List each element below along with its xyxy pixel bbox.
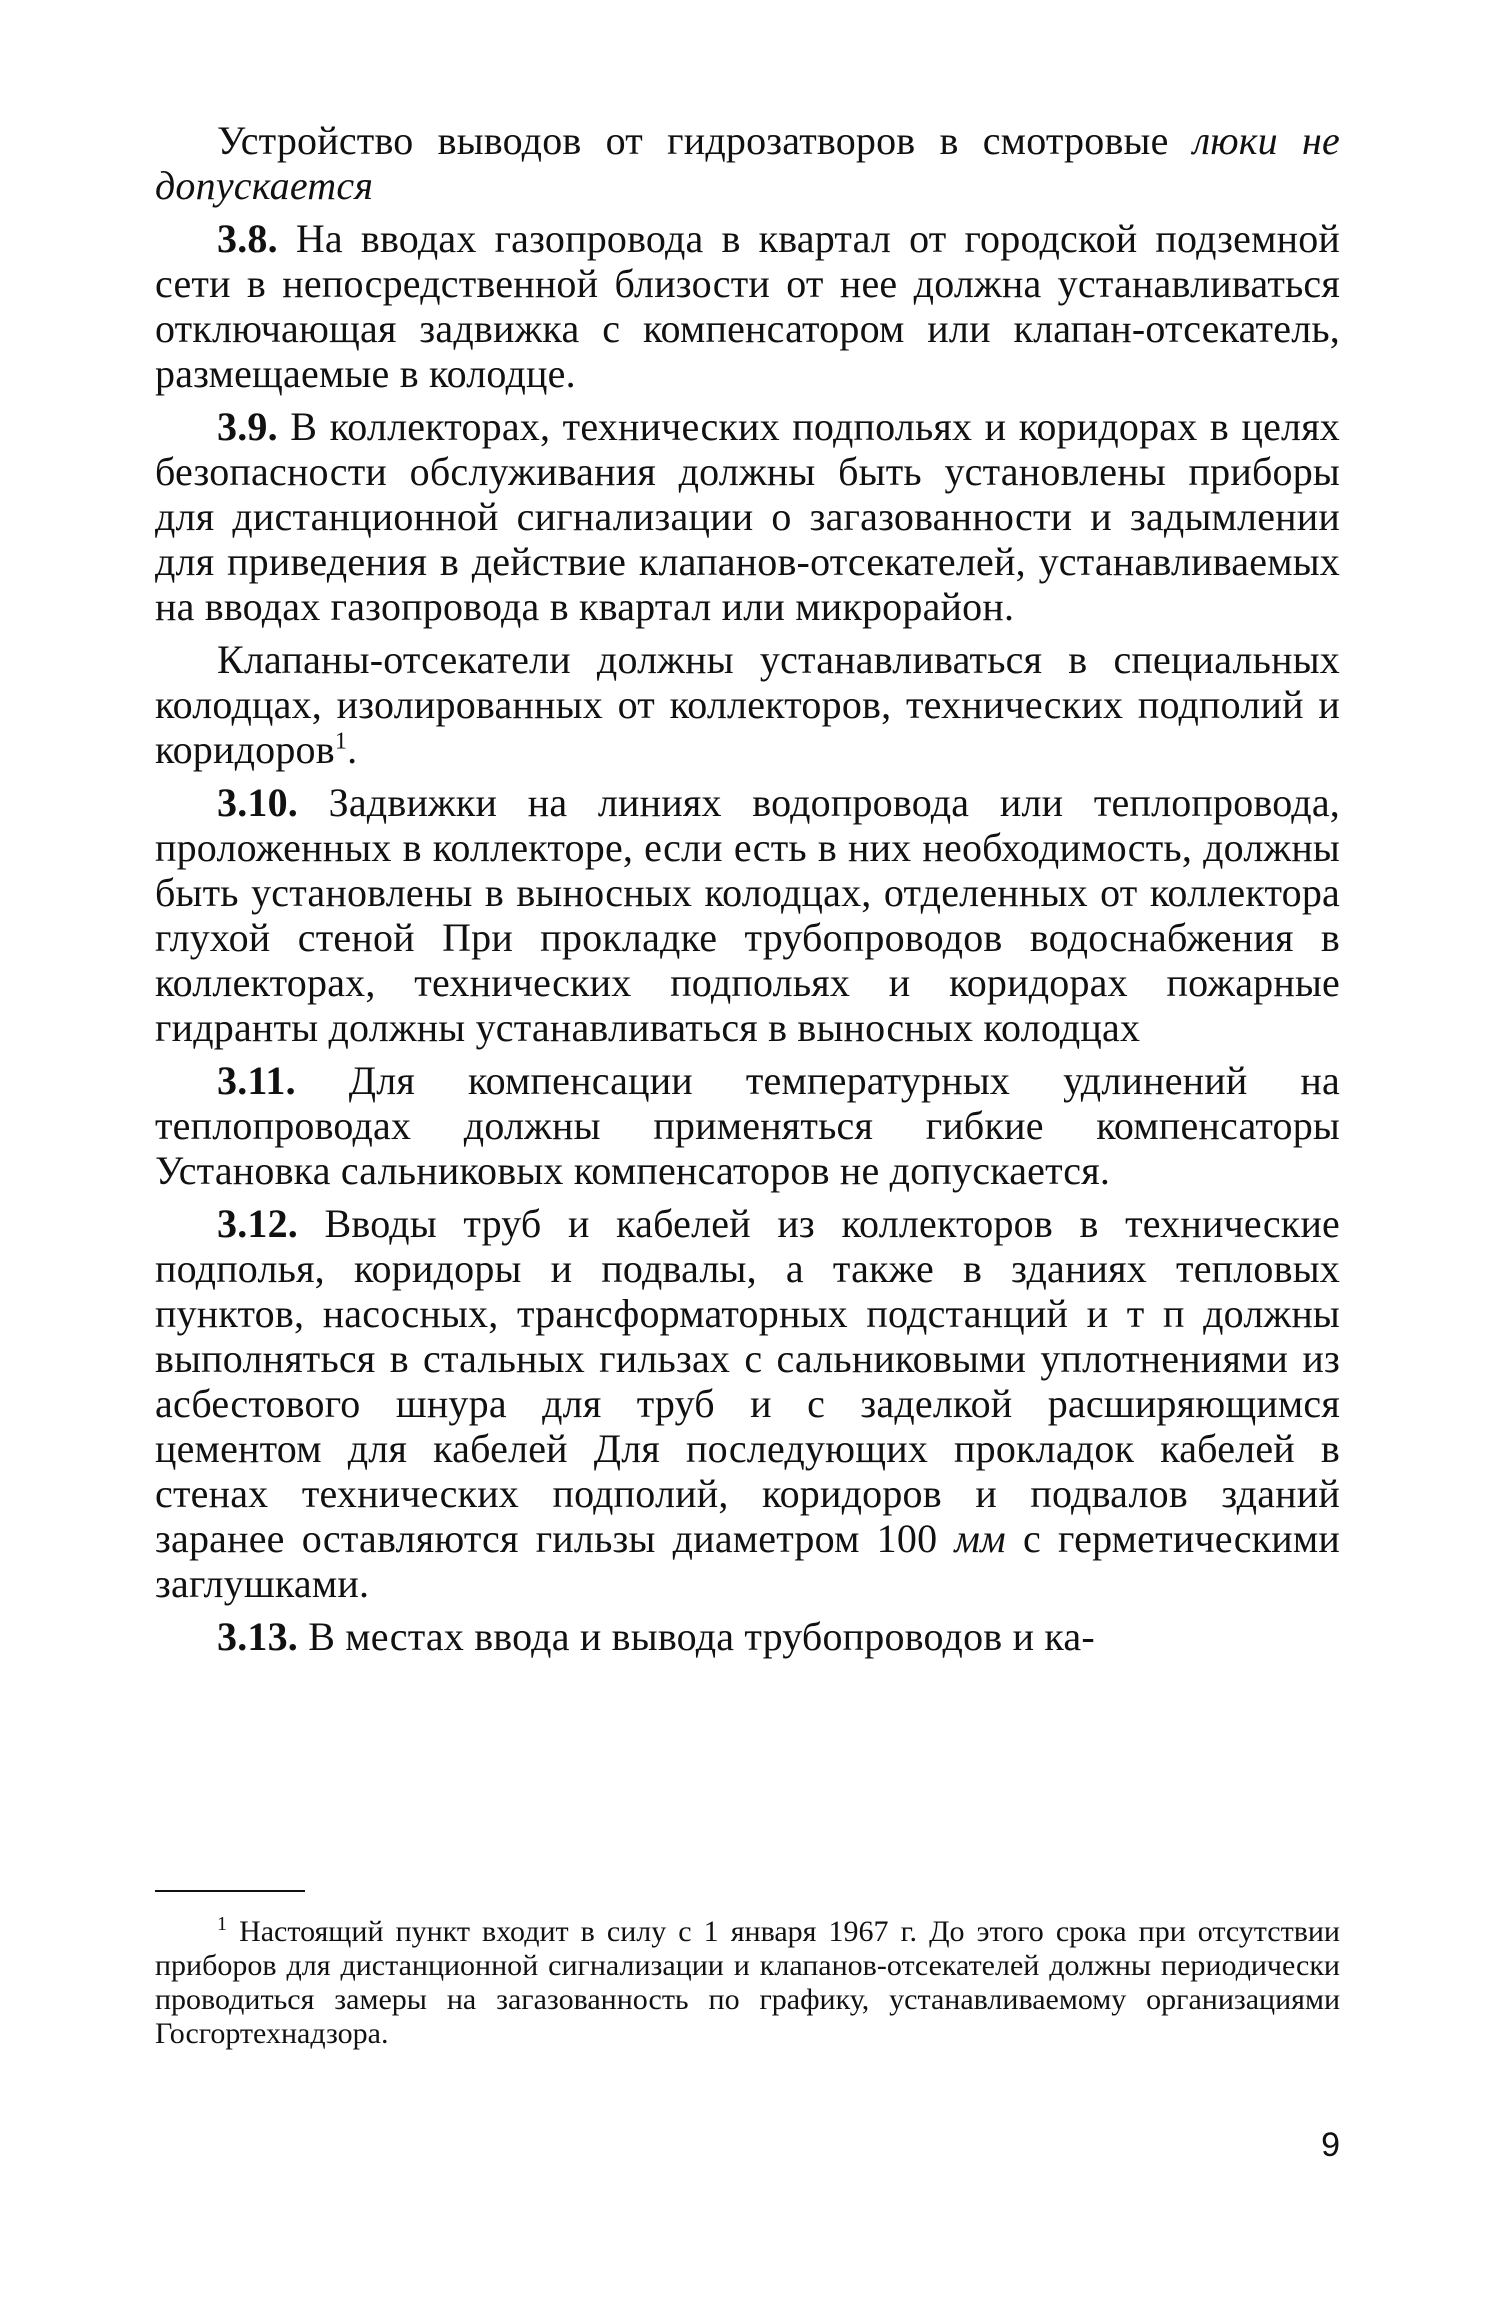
section-number: 3.11. xyxy=(217,1058,296,1103)
section-3-13 xyxy=(155,1614,1340,1659)
section-text: В коллекторах, технических подпольях и коридорах в целях безопасности обслуживания должны быть установлены приборы для дистанционной сигнализации о загазованности и задымлении для приведения в действие клапанов-отсекателей, устанавливаемых на вводах газопровода в квартал или микрорайон. xyxy=(155,404,1340,629)
section-tail: . xyxy=(347,727,358,772)
section-tail: с герметическими заглушками. xyxy=(155,1516,1341,1606)
page-number: 9 xyxy=(1321,2126,1340,2164)
intro-text: Устройство выводов от гидрозатворов в смотровые xyxy=(217,118,1169,163)
section-number: 3.9. xyxy=(217,404,278,449)
unit-label: мм xyxy=(954,1516,1006,1561)
section-text: Клапаны-отсекатели должны устанавливаться в специальных колодцах, изолированных от коллекторов, технических подполий и коридоров xyxy=(155,637,1340,772)
section-3-10 xyxy=(155,780,1340,1050)
footnote-reference: 1 xyxy=(334,728,348,755)
section-text: Задвижки на линиях водопровода или теплопровода, проложенных в коллекторе, если есть в них необходимость, должны быть установлены в выносных колодцах, отделенных от коллектора глухой стеной При прокладке трубопроводов водоснабжения в коллекторах, технических подпольях и коридорах пожарные гидранты должны устанавливаться в выносных колодцах xyxy=(155,780,1340,1050)
section-number: 3.13. xyxy=(217,1614,298,1659)
footnote-mark: 1 xyxy=(217,1913,227,1935)
section-text: Вводы труб и кабелей из коллекторов в технические подполья, коридоры и подвалы, а также в зданиях тепловых пунктов, насосных, трансформаторных подстанций и т п должны выполняться в стальных гильзах с сальниковыми уплотнениями из асбестового шнура для труб и с заделкой расширяющимся цементом для кабелей Для последующих прокладок кабелей в стенах технических подполий, коридоров и подвалов зданий заранее оставляются гильзы диаметром 100 xyxy=(155,1201,1341,1561)
section-text: Для компенсации температурных удлинений на теплопроводах должны применяться гибкие компенсаторы Установка сальниковых компенсаторов не допускается. xyxy=(155,1058,1340,1193)
section-text: В местах ввода и вывода трубопроводов и ка- xyxy=(308,1614,1095,1659)
footnote-text: Настоящий пункт входит в силу с 1 января 1967 г. До этого срока при отсутствии приборов для дистанционной сигнализации и клапанов-отсекателей должны периодически проводиться замеры на загазованность по графику, устанавливаемому организациями Госгортехнадзора. xyxy=(155,1915,1340,2050)
footnote xyxy=(155,1915,1340,2051)
intro-italic-text: люки не допускается xyxy=(155,118,1340,208)
intro-paragraph xyxy=(155,118,1340,208)
section-3-12 xyxy=(155,1201,1340,1606)
footnote-divider xyxy=(155,1890,305,1892)
section-3-9 xyxy=(155,404,1340,629)
section-number: 3.8. xyxy=(217,216,278,261)
page-body xyxy=(155,118,1340,1659)
section-text: На вводах газопровода в квартал от городской подземной сети в непосредственной близости от нее должна устанавливаться отключающая задвижка с компенсатором или клапан-отсекатель, размещаемые в колодце. xyxy=(155,216,1341,396)
valves-paragraph xyxy=(155,637,1340,772)
section-number: 3.12. xyxy=(217,1201,298,1246)
section-3-8 xyxy=(155,216,1340,396)
section-number: 3.10. xyxy=(217,780,298,825)
section-3-11 xyxy=(155,1058,1340,1193)
